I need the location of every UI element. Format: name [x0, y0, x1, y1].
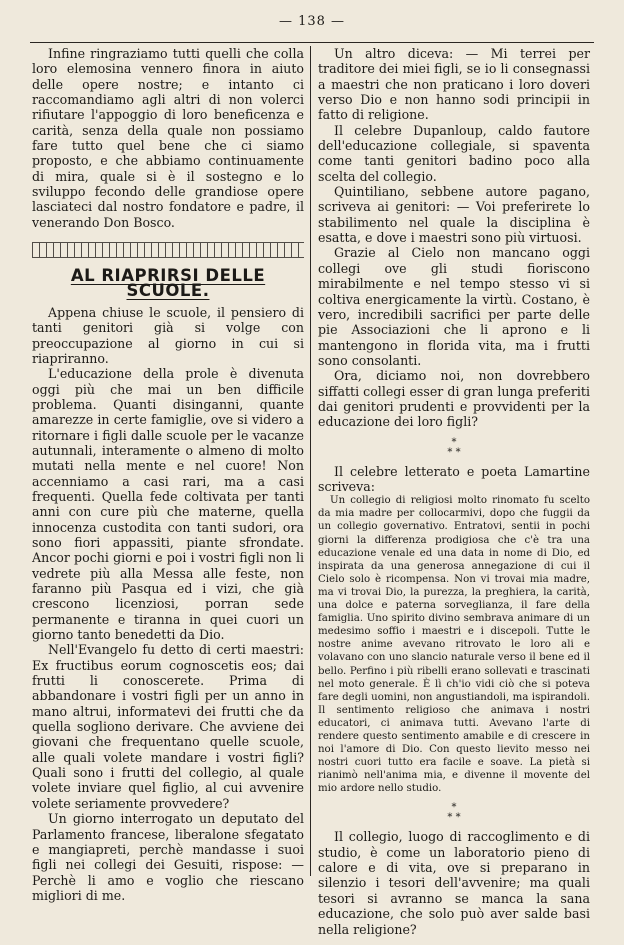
paragraph: Un giorno interrogato un deputato del Parlamento francese, liberalone sfegatato e mangiapreti, perchè mandasse i suoi figli nei collegi dei Gesuiti, rispose: — Perchè li amo e voglio che riescano migliori di me.: [32, 811, 304, 903]
paragraph: Nell'Evangelo fu detto di certi maestri: Ex fructibus eorum cognoscetis eos; dai frutti li conoscerete. Prima di abbandonare i vostri figli per un anno in mano altrui, informatevi dei frutti che da quella sogliono derivare. Che avviene dei giovani che frequentano quelle scuole, alle quali volete mandare i vostri figli? Quali sono i frutti del collegio, al quale volete inviare quel figlio, al cui avvenire volete seriamente provvedere?: [32, 642, 304, 811]
ornamental-divider: [32, 242, 304, 258]
paragraph: Quintiliano, sebbene autore pagano, scriveva ai genitori: — Voi preferirete lo stabilimento nel quale la disciplina è esatta, e dove i maestri sono più virtuosi.: [318, 184, 590, 246]
paragraph: Il collegio, luogo di raccoglimento e di studio, è come un laboratorio pieno di calore e di vita, ove si preparano in silenzio i tesori dell'avvenire; ma quali tesori si avranno se manca la sana educazione, che solo può aver salde basi nella religione?: [318, 829, 590, 937]
section-heading: AL RIAPRIRSI DELLE SCUOLE.: [70, 266, 266, 301]
column-divider: [310, 46, 311, 876]
intro-paragraph: Infine ringraziamo tutti quelli che colla loro elemosina vennero finora in aiuto delle opere nostre; e intanto ci raccomandiamo agli altri di non volerci rifiutare l'appoggio di loro beneficenza e carità, senza della quale non possiamo fare tutto quel bene che ci siamo proposto, e che abbiamo continuamente di mira, quale si è il sostegno e lo sviluppo fecondo delle grandiose opere lasciateci dal nostro fondatore e padre, il venerando Don Bosco.: [32, 46, 304, 230]
paragraph: Il celebre letterato e poeta Lamartine scriveva:: [318, 463, 590, 494]
paragraph: Grazie al Cielo non mancano oggi collegi ove gli studi fioriscono mirabilmente e nel tempo stesso vi si coltiva energicamente la virtù. Costano, è vero, incredibili sacrifici per parte delle pie Associazioni che li aprono e li mantengono in florida vita, ma i frutti sono consolanti.: [318, 245, 590, 368]
quotation: Un collegio di religiosi molto rinomato fu scelto da mia madre per collocarmivi, dopo che fuggii da un collegio governativo. Entratovi, sentii in pochi giorni la differenza prodigiosa che c'è tra una educazione venale ed una data in nome di Dio, ed inspirata da una generosa annegazione di cui il Cielo solo è ricompensa. Non vi trovai mia madre, ma vi trovai Dio, la purezza, la preghiera, la carità, una dolce e paterna sorveglianza, il fare della famiglia. Uno spirito divino sembrava animare di un medesimo soffio i maestri e i discepoli. Tutte le nostre anime avevano ritrovato le loro ali e volavano con uno slancio naturale verso il bene ed il bello. Perfino i più ribelli erano sollevati e trascinati nel moto generale. È lì ch'io vidi ciò che si poteva fare degli uomini, non angustiandoli, ma ispirandoli. Il sentimento religioso che animava i nostri educatori, ci animava tutti. Avevano l'arte di rendere questo sentimento amabile e di crescere in noi l'amore di Dio. Con questo lievito messo nei nostri cuori tutto era facile e soave. La pietà si rianimò nell'anima mia, e divenne il movente del mio ardore nello studio.: [318, 495, 590, 795]
header-rule: [30, 42, 594, 43]
right-column: [318, 46, 590, 937]
paragraph: Il celebre Dupanloup, caldo fautore dell'educazione collegiale, si spaventa come tanti genitori badino poco alla scelta del collegio.: [318, 122, 590, 184]
asterism: * * *: [447, 436, 461, 458]
paragraph: Appena chiuse le scuole, il pensiero di tanti genitori già si volge con preoccupazione al giorno in cui si riapriranno.: [32, 304, 304, 366]
paragraph: Un altro diceva: — Mi terrei per traditore dei miei figli, se io li consegnassi a maestri che non praticano i loro doveri verso Dio e non hanno sodi principii in fatto di religione.: [318, 46, 590, 123]
page-number: — 138 —: [278, 14, 346, 29]
asterism: * * *: [447, 802, 461, 824]
paragraph: L'educazione della prole è divenuta oggi più che mai un ben difficile problema. Quanti disinganni, quante amarezze in certe famiglie, ove si videro a ritornare i figli dalle scuole per le vacanze autunnali, interamente o almeno di molto mutati nella mente e nel cuore! Non accenniamo a casi rari, ma a casi frequenti. Quella fede coltivata per tanti anni con cure più che materne, quella innocenza custodita con tanti sudori, ora sono fiori appassiti, piante sfrondate. Ancor pochi giorni e poi i vostri figli non li vedrete più alla Messa alle feste, non faranno più Pasqua ed i vizi, che già crescono licenziosi, porran sede permanente e tiranna in quei cuori un giorno tanto benedetti da Dio.: [32, 366, 304, 643]
left-column: [32, 46, 304, 903]
paragraph: Ora, diciamo noi, non dovrebbero siffatti collegi esser di gran lunga preferiti dai genitori prudenti e provvidenti per la educazione dei loro figli?: [318, 368, 590, 430]
